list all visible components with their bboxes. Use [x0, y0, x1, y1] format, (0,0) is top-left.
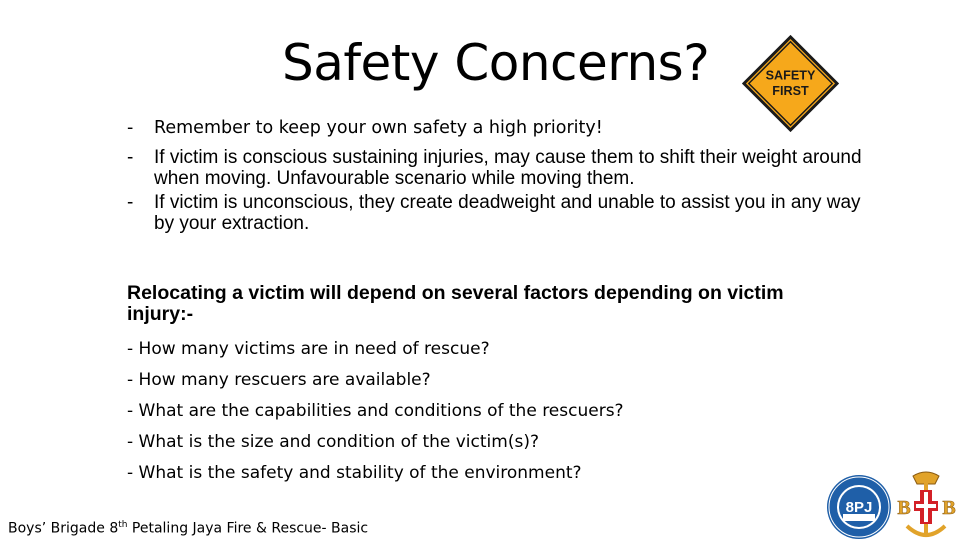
slide-title: Safety Concerns? — [282, 34, 710, 92]
bullet-text: If victim is conscious sustaining injuries, may cause them to shift their weight around when moving. Unfavourable scenario while moving them. — [154, 147, 862, 189]
sign-text-line2: FIRST — [772, 84, 809, 99]
question-item: - What are the capabilities and conditions of the rescuers? — [127, 401, 624, 421]
bullet-item — [127, 192, 867, 234]
bullet-item — [127, 115, 867, 141]
8pj-company-logo-icon — [826, 474, 892, 540]
bullet-marker: - — [127, 147, 134, 168]
bullet-marker: - — [127, 118, 134, 138]
bullet-item — [127, 147, 867, 189]
bullet-marker: - — [127, 192, 134, 213]
logo2-letter-left: B — [897, 497, 911, 519]
footer-sup: th — [118, 520, 128, 530]
relocating-heading: Relocating a victim will depend on several factors depending on victim injury:- — [127, 282, 784, 325]
question-list — [127, 334, 624, 489]
bullet-text: If victim is unconscious, they create deadweight and unable to assist you in any way by your extraction. — [154, 192, 861, 234]
logo2-letter-right: B — [942, 497, 956, 519]
footer-post: Petaling Jaya Fire & Rescue- Basic — [127, 520, 369, 537]
question-item: - What is the size and condition of the victim(s)? — [127, 432, 539, 452]
logo1-text: 8PJ — [845, 499, 873, 516]
boys-brigade-crest-icon — [893, 468, 959, 540]
footer-text — [8, 520, 368, 537]
top-bullet-list — [127, 115, 867, 237]
sign-text-line1: SAFETY — [765, 68, 816, 83]
question-item: - How many rescuers are available? — [127, 370, 431, 390]
question-item: - What is the safety and stability of the environment? — [127, 463, 582, 483]
bullet-text: Remember to keep your own safety a high priority! — [154, 118, 603, 138]
question-item: - How many victims are in need of rescue? — [127, 339, 490, 359]
footer-pre: Boys’ Brigade 8 — [8, 520, 119, 537]
